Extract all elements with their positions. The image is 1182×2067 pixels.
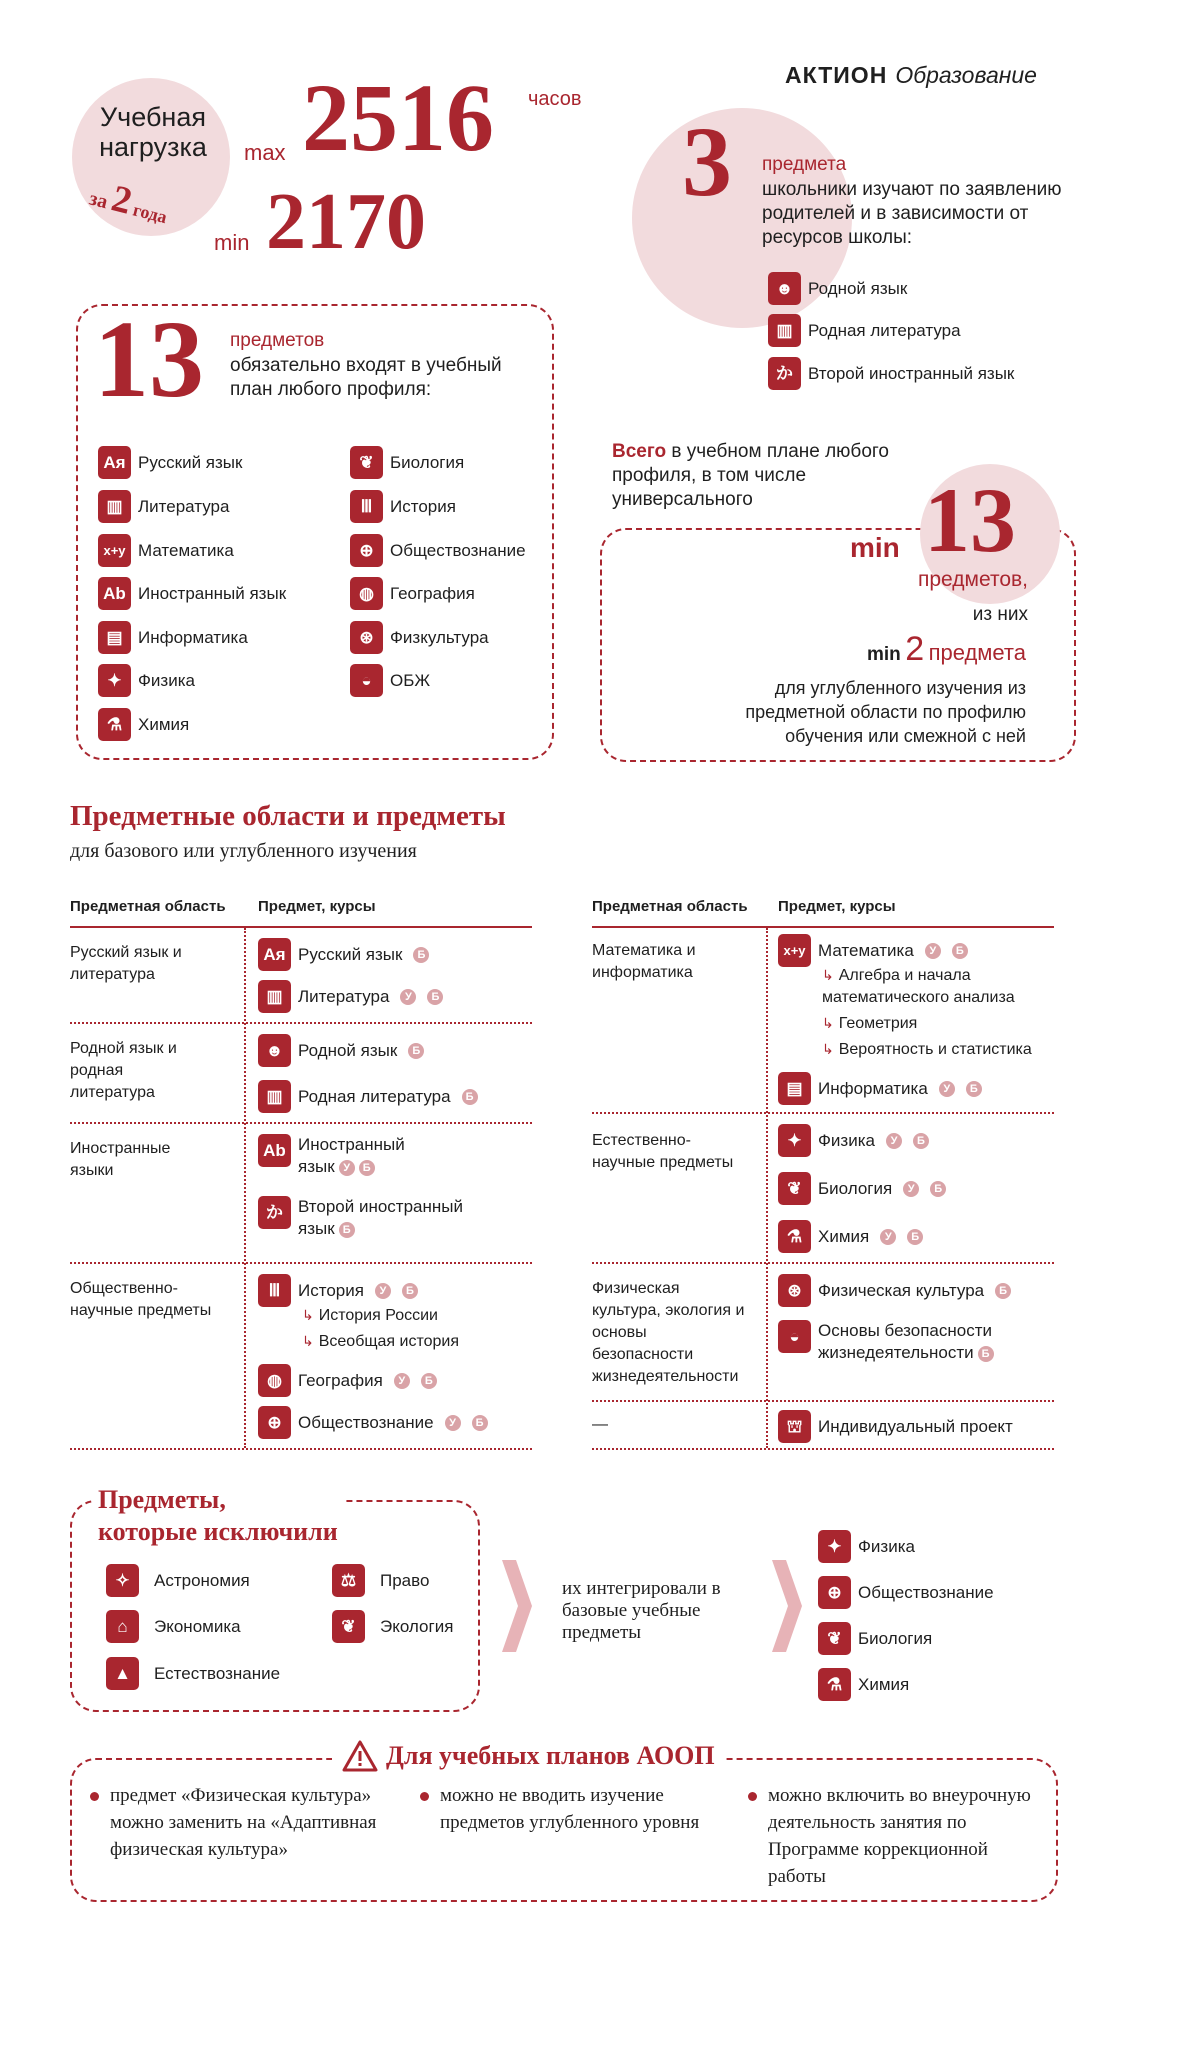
optional-text: школьники изучают по заявлению родителей и в зависимости от ресурсов школы: [762,179,1062,248]
left-row1-subject [258,938,429,971]
row-separator [70,1262,532,1264]
total-text: для углубленного изучения из предметной области по профилю обучения или смежной с ней [745,678,1026,746]
excluded-item [106,1610,241,1643]
globe-stand-icon: ◍ [258,1364,291,1397]
left-table-header-subject: Предмет, курсы [258,898,376,915]
max-label: max [244,140,286,165]
optional-word: предмета [762,154,847,175]
left-row4-area: Общественно-научные предметы [70,1280,212,1319]
speech-head-icon: ☻ [258,1034,291,1067]
row-separator [70,1022,532,1024]
section-title: Предметные области и предметы [70,800,506,832]
left-row3-subject [258,1134,428,1178]
mandatory-item [350,446,464,479]
sprout-icon: ❦ [778,1172,811,1205]
item-label: Физкультура [390,627,489,647]
item-label: География [390,583,475,603]
excluded-item [106,1564,250,1597]
plant-hand-icon: ❦ [332,1610,365,1643]
brand-logo [785,62,1037,89]
basic-badge: Б [421,1373,437,1389]
subject-label: Физическая культура [818,1280,985,1300]
mandatory-item [350,490,456,523]
subject-label: Литература [298,986,390,1006]
mandatory-word: предметов [230,330,325,351]
basic-badge: Б [359,1160,375,1176]
advanced-badge: У [394,1373,410,1389]
right-row4-area: — [592,1416,608,1433]
mandatory-item [98,490,229,523]
max-value: 2516 [302,64,494,171]
right-row3-subject [778,1274,1011,1307]
optional-item [768,357,1014,390]
right-row1-subject [778,934,968,967]
mandatory-item [98,708,189,741]
aoop-item: можно включить во внеурочную деятельность занятия по Программе коррекционной работы [768,1785,1031,1887]
subcourse-text: Алгебра и начала математического анализа [822,967,1015,1006]
subject-text: Второй иностранный язык [298,1197,463,1238]
left-row1-area: Русский язык и литература [70,944,182,983]
right-row3-subject [778,1320,1018,1364]
graduation-cap-icon: ⛫ [778,1410,811,1443]
right-row1-subcourse: ↳ Геометрия [822,1012,917,1035]
gavel-icon: ⚖ [332,1564,365,1597]
aoop-title [332,1740,725,1772]
right-row2-subject [778,1220,923,1253]
globe-icon: ⊕ [258,1406,291,1439]
right-table-header-area: Предметная область [592,898,748,915]
period-number: 2 [107,177,137,223]
mandatory-item [98,446,242,479]
basic-badge: Б [995,1283,1011,1299]
aoop-title-text: Для учебных планов АООП [386,1741,715,1770]
globe-icon: ⊕ [350,534,383,567]
subject-text: Основы безопасности жизнедеятельности [818,1321,993,1362]
mandatory-item [350,534,526,567]
advanced-badge: У [939,1081,955,1097]
advanced-badge: У [445,1415,461,1431]
mandatory-item [98,621,248,654]
excluded-item [106,1657,280,1690]
target-item [818,1530,915,1563]
right-row3-area: Физическая культура, экология и основы безопасности жизнедеятельности [592,1280,745,1385]
right-row1-subject [778,1072,982,1105]
basketball-icon: ⊛ [778,1274,811,1307]
total-intro-text: в учебном плане любого профиля, в том числе универсального [612,441,889,510]
sprout-icon: ❦ [818,1622,851,1655]
right-table-top-rule [592,926,1054,928]
left-row3-area: Иностранные языки [70,1140,171,1179]
math-icon: x+y [98,534,131,567]
optional-item [768,272,907,305]
basic-badge: Б [952,943,968,959]
optional-item-label: Родная литература [808,320,961,340]
right-row2-subject [778,1172,946,1205]
optional-item-label: Второй иностранный язык [808,363,1015,383]
item-label: Биология [390,452,465,472]
basic-badge: Б [907,1229,923,1245]
total-min2-label: min [866,644,901,665]
book-hands-icon: ▥ [258,1080,291,1113]
left-row4-subcourse: ↳ История России [302,1304,438,1327]
russian-letters-icon: Ая [258,938,291,971]
integrated-text: их интегрировали в базовые учебные предметы [562,1578,721,1643]
item-label: Русский язык [138,452,243,472]
right-row1-subcourse: ↳ Вероятность и статистика [822,1038,1032,1061]
total-word: предметов, [918,568,1028,591]
item-label: Химия [138,714,190,734]
left-row2-subject [258,1080,478,1113]
item-label: Обществознание [858,1582,994,1602]
period-suffix: года [131,199,170,228]
item-label: Информатика [138,627,248,647]
row-separator [592,1448,1054,1450]
subject-label: Физика [818,1130,875,1150]
excluded-title-line2: которые исключили [98,1517,338,1546]
sprout-icon: ❦ [350,446,383,479]
left-table-divider [244,928,246,1448]
basic-badge: Б [462,1089,478,1105]
excluded-item [332,1564,429,1597]
helmet-icon: ◒ [350,664,383,697]
book-icon: ▥ [98,490,131,523]
row-separator [70,1122,532,1124]
item-label: Экономика [154,1616,241,1636]
total-of-them: из них [972,604,1028,625]
arrow-chevron-icon [502,1560,532,1652]
basic-badge: Б [408,1043,424,1059]
item-label: Математика [138,540,234,560]
basic-badge: Б [978,1346,994,1362]
helmet-icon: ◒ [778,1320,811,1353]
computer-icon: ▤ [98,621,131,654]
bullet-dot [748,1792,757,1801]
target-item [818,1622,932,1655]
target-item [818,1576,994,1609]
warning-icon [342,1740,378,1772]
period-prefix: за [87,187,110,214]
left-table-top-rule [70,926,532,928]
left-row2-subject [258,1034,424,1067]
basic-badge: Б [402,1283,418,1299]
mandatory-text: обязательно входят в учебный план любого профиля: [230,355,502,400]
flask-icon: ⚗ [98,708,131,741]
basic-badge: Б [930,1181,946,1197]
hours-unit: часов [528,88,582,110]
excluded-title [92,1484,344,1548]
subject-label: История [298,1280,364,1300]
factory-icon: ⌂ [106,1610,139,1643]
right-row2-area: Естественно-научные предметы [592,1132,734,1171]
subject-label: Индивидуальный проект [818,1416,1013,1436]
section-subtitle: для базового или углубленного изучения [70,840,417,862]
row-separator [592,1112,1054,1114]
row-separator [592,1400,1054,1402]
column-icon: Ⅲ [350,490,383,523]
total-number: 13 [924,469,1016,571]
total-min2-word: предмета [928,640,1026,665]
min-value: 2170 [266,178,426,266]
advanced-badge: У [886,1133,902,1149]
logo-mark: АКТИОН [785,62,888,88]
row-separator [70,1448,532,1450]
load-title: Учебная нагрузка [99,102,207,162]
kana-icon: か [258,1196,291,1229]
item-label: ОБЖ [390,670,431,690]
left-table-header-area: Предметная область [70,898,226,915]
left-row4-subject [258,1364,437,1397]
item-label: Астрономия [154,1570,250,1590]
basic-badge: Б [413,947,429,963]
kana-icon: か [768,357,801,390]
arrow-chevron-icon [772,1560,802,1652]
mandatory-item [350,664,430,697]
volcano-icon: ▲ [106,1657,139,1690]
item-label: История [390,496,456,516]
physics-icon: ✦ [778,1124,811,1157]
target-item [818,1668,909,1701]
book-hands-icon: ▥ [768,314,801,347]
telescope-icon: ✧ [106,1564,139,1597]
aoop-item: предмет «Физическая культура» можно заменить на «Адаптивная физическая культура» [110,1785,377,1860]
advanced-badge: У [375,1283,391,1299]
subject-label [298,1196,478,1240]
excluded-title-line1: Предметы, [98,1485,226,1514]
subject-label: Химия [818,1226,870,1246]
item-label: Физика [858,1536,915,1556]
mandatory-item [350,621,489,654]
russian-letters-icon: Ая [98,446,131,479]
advanced-badge: У [339,1160,355,1176]
mandatory-number: 13 [94,298,204,420]
mandatory-item [350,577,475,610]
mandatory-item [98,534,234,567]
left-row4-subcourse: ↳ Всеобщая история [302,1330,459,1353]
right-row4-subject [778,1410,1013,1443]
total-intro-bold: Всего [612,441,667,462]
right-row1-subcourse [822,964,1052,1009]
item-label: Иностранный язык [138,583,287,603]
item-label: Физика [138,670,195,690]
subject-text: Иностранный язык [298,1135,405,1176]
item-label: Биология [858,1628,933,1648]
left-row4-subject [258,1406,488,1439]
column-icon: Ⅲ [258,1274,291,1307]
total-min2-number: 2 [905,630,925,668]
item-label: Экология [380,1616,454,1636]
subject-label [298,1134,428,1178]
left-row4-subject [258,1274,418,1307]
subject-label: Родная литература [298,1086,451,1106]
basic-badge: Б [913,1133,929,1149]
total-min-label: min [850,532,900,563]
total-intro [612,440,912,512]
right-table-divider [766,928,768,1448]
subject-label: Обществознание [298,1412,434,1432]
bullet-dot [420,1792,429,1801]
globe-stand-icon: ◍ [350,577,383,610]
row-separator [592,1262,1054,1264]
math-icon: x+y [778,934,811,967]
advanced-badge: У [400,989,416,1005]
aoop-item: можно не вводить изучение предметов углубленного уровня [440,1785,700,1833]
speech-head-icon: ☻ [768,272,801,305]
basic-badge: Б [339,1222,355,1238]
item-label: Право [380,1570,430,1590]
optional-item [768,314,961,347]
right-row1-area: Математика и информатика [592,942,696,981]
subject-label [818,1320,1018,1364]
item-label: Литература [138,496,230,516]
item-label: Химия [858,1674,910,1694]
flask-icon: ⚗ [818,1668,851,1701]
logo-name: Образование [895,62,1037,88]
basketball-icon: ⊛ [350,621,383,654]
right-row2-subject [778,1124,929,1157]
optional-item-label: Родной язык [808,278,908,298]
left-row2-area: Родной язык и родная литература [70,1040,177,1101]
item-label: Обществознание [390,540,526,560]
subject-label: Информатика [818,1078,928,1098]
subject-label: Русский язык [298,944,403,964]
foreign-letters-icon: Ab [258,1134,291,1167]
basic-badge: Б [427,989,443,1005]
computer-icon: ▤ [778,1072,811,1105]
subject-label: Биология [818,1178,893,1198]
mandatory-item [98,664,195,697]
left-row1-subject [258,980,443,1013]
book-icon: ▥ [258,980,291,1013]
right-table-header-subject: Предмет, курсы [778,898,896,915]
excluded-item [332,1610,453,1643]
physics-icon: ✦ [818,1530,851,1563]
advanced-badge: У [925,943,941,959]
basic-badge: Б [966,1081,982,1097]
mandatory-item [98,577,286,610]
subject-label: Математика [818,940,914,960]
optional-number: 3 [682,106,732,217]
left-row3-subject [258,1196,478,1240]
total-min2 [700,630,1026,669]
physics-icon: ✦ [98,664,131,697]
basic-badge: Б [472,1415,488,1431]
foreign-letters-icon: Ab [98,577,131,610]
advanced-badge: У [903,1181,919,1197]
subject-label: География [298,1370,383,1390]
advanced-badge: У [880,1229,896,1245]
subject-label: Родной язык [298,1040,398,1060]
globe-icon: ⊕ [818,1576,851,1609]
min-label: min [214,230,250,255]
bullet-dot [90,1792,99,1801]
item-label: Естествознание [154,1663,281,1683]
flask-icon: ⚗ [778,1220,811,1253]
